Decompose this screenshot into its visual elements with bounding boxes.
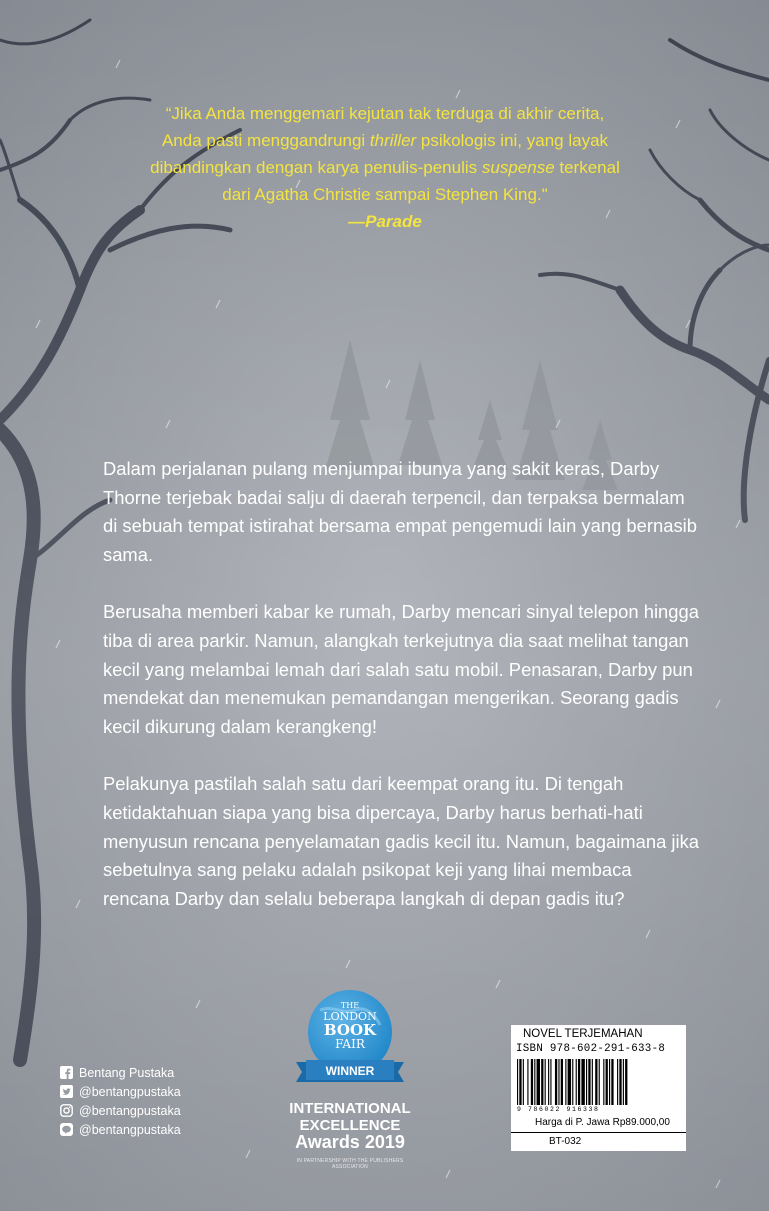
- award-title: [280, 1100, 420, 1151]
- social-links: [60, 1063, 181, 1139]
- synopsis-paragraph-2: Berusaha memberi kabar ke rumah, Darby mencari sinyal telepon hingga tiba di area parkir. Namun, alangkah terkejutnya dia saat melihat tangan kecil yang melambai lemah dari salah satu mobil. Penasaran, Darby pun mendekat dan menemukan pemandangan mengerikan. Seorang gadis kecil dikurung dalam kerangkeng!: [103, 601, 699, 737]
- london-book-fair-award: [280, 980, 420, 1170]
- publisher-code: BT-032: [549, 1136, 582, 1147]
- social-twitter[interactable]: [60, 1082, 181, 1101]
- award-title-line-2: EXCELLENCE: [299, 1117, 401, 1134]
- quote-line-4: dari Agatha Christie sampai Stephen King.": [222, 185, 548, 204]
- award-title-line-3: Awards 2019: [295, 1132, 405, 1152]
- isbn-barcode-box: [511, 1025, 686, 1151]
- logo-text-london: LONDON: [323, 1010, 377, 1023]
- barcode-category: NOVEL TERJEMAHAN: [523, 1028, 643, 1040]
- line-icon: [60, 1123, 73, 1136]
- social-label-instagram: @bentangpustaka: [79, 1103, 181, 1118]
- social-label-line: @bentangpustaka: [79, 1122, 181, 1137]
- award-logo: [280, 980, 420, 1100]
- social-label-facebook: Bentang Pustaka: [79, 1065, 175, 1080]
- synopsis-paragraph-3: Pelakunya pastilah salah satu dari keempat orang itu. Di tengah ketidaktahuan siapa yang bisa dipercaya, Darby harus berhati-hati menyusun rencana penyelamatan gadis kecil itu. Namun, bagaimana jika sebetulnya sang pelaku adalah psikopat keji yang lihai membaca rencana Darby dan selalu beberapa langkah di depan gadis itu?: [103, 773, 699, 909]
- synopsis-paragraph-1: Dalam perjalanan pulang menjumpai ibunya yang sakit keras, Darby Thorne terjebak badai salju di daerah terpencil, dan terpaksa bermalam di sebuah tempat istirahat bersama empat pengemudi lain yang bernasib sama.: [103, 458, 697, 565]
- price-label: Harga di P. Jawa Rp89.000,00: [535, 1117, 670, 1128]
- social-instagram[interactable]: [60, 1101, 181, 1120]
- social-facebook[interactable]: [60, 1063, 181, 1082]
- social-line[interactable]: [60, 1120, 181, 1139]
- facebook-icon: [60, 1066, 73, 1079]
- barcode-bars: [515, 1059, 682, 1105]
- award-fineprint: IN PARTNERSHIP WITH THE PUBLISHERS ASSOCIATION: [296, 1158, 404, 1170]
- barcode-digits: 9 786022 916338: [517, 1106, 600, 1113]
- barcode-divider: [511, 1132, 686, 1133]
- quote-line-1: “Jika Anda menggemari kejutan tak terduga di akhir cerita,: [165, 104, 605, 123]
- isbn-number: ISBN 978-602-291-633-8: [516, 1043, 666, 1055]
- review-quote: [80, 100, 690, 235]
- synopsis: [103, 455, 703, 942]
- quote-line-3: dibandingkan dengan karya penulis-penulis suspense terkenal: [150, 158, 620, 177]
- social-label-twitter: @bentangpustaka: [79, 1084, 181, 1099]
- logo-text-fair: FAIR: [335, 1037, 365, 1051]
- twitter-icon: [60, 1085, 73, 1098]
- quote-line-2: Anda pasti menggandrungi thriller psikologis ini, yang layak: [161, 131, 609, 150]
- logo-text-the: THE: [340, 1001, 360, 1010]
- logo-text-book: BOOK: [323, 1021, 377, 1039]
- instagram-icon: [60, 1104, 73, 1117]
- winner-ribbon: WINNER: [325, 1064, 375, 1078]
- award-title-line-1: INTERNATIONAL: [289, 1100, 411, 1117]
- quote-attribution: —Parade: [348, 212, 422, 231]
